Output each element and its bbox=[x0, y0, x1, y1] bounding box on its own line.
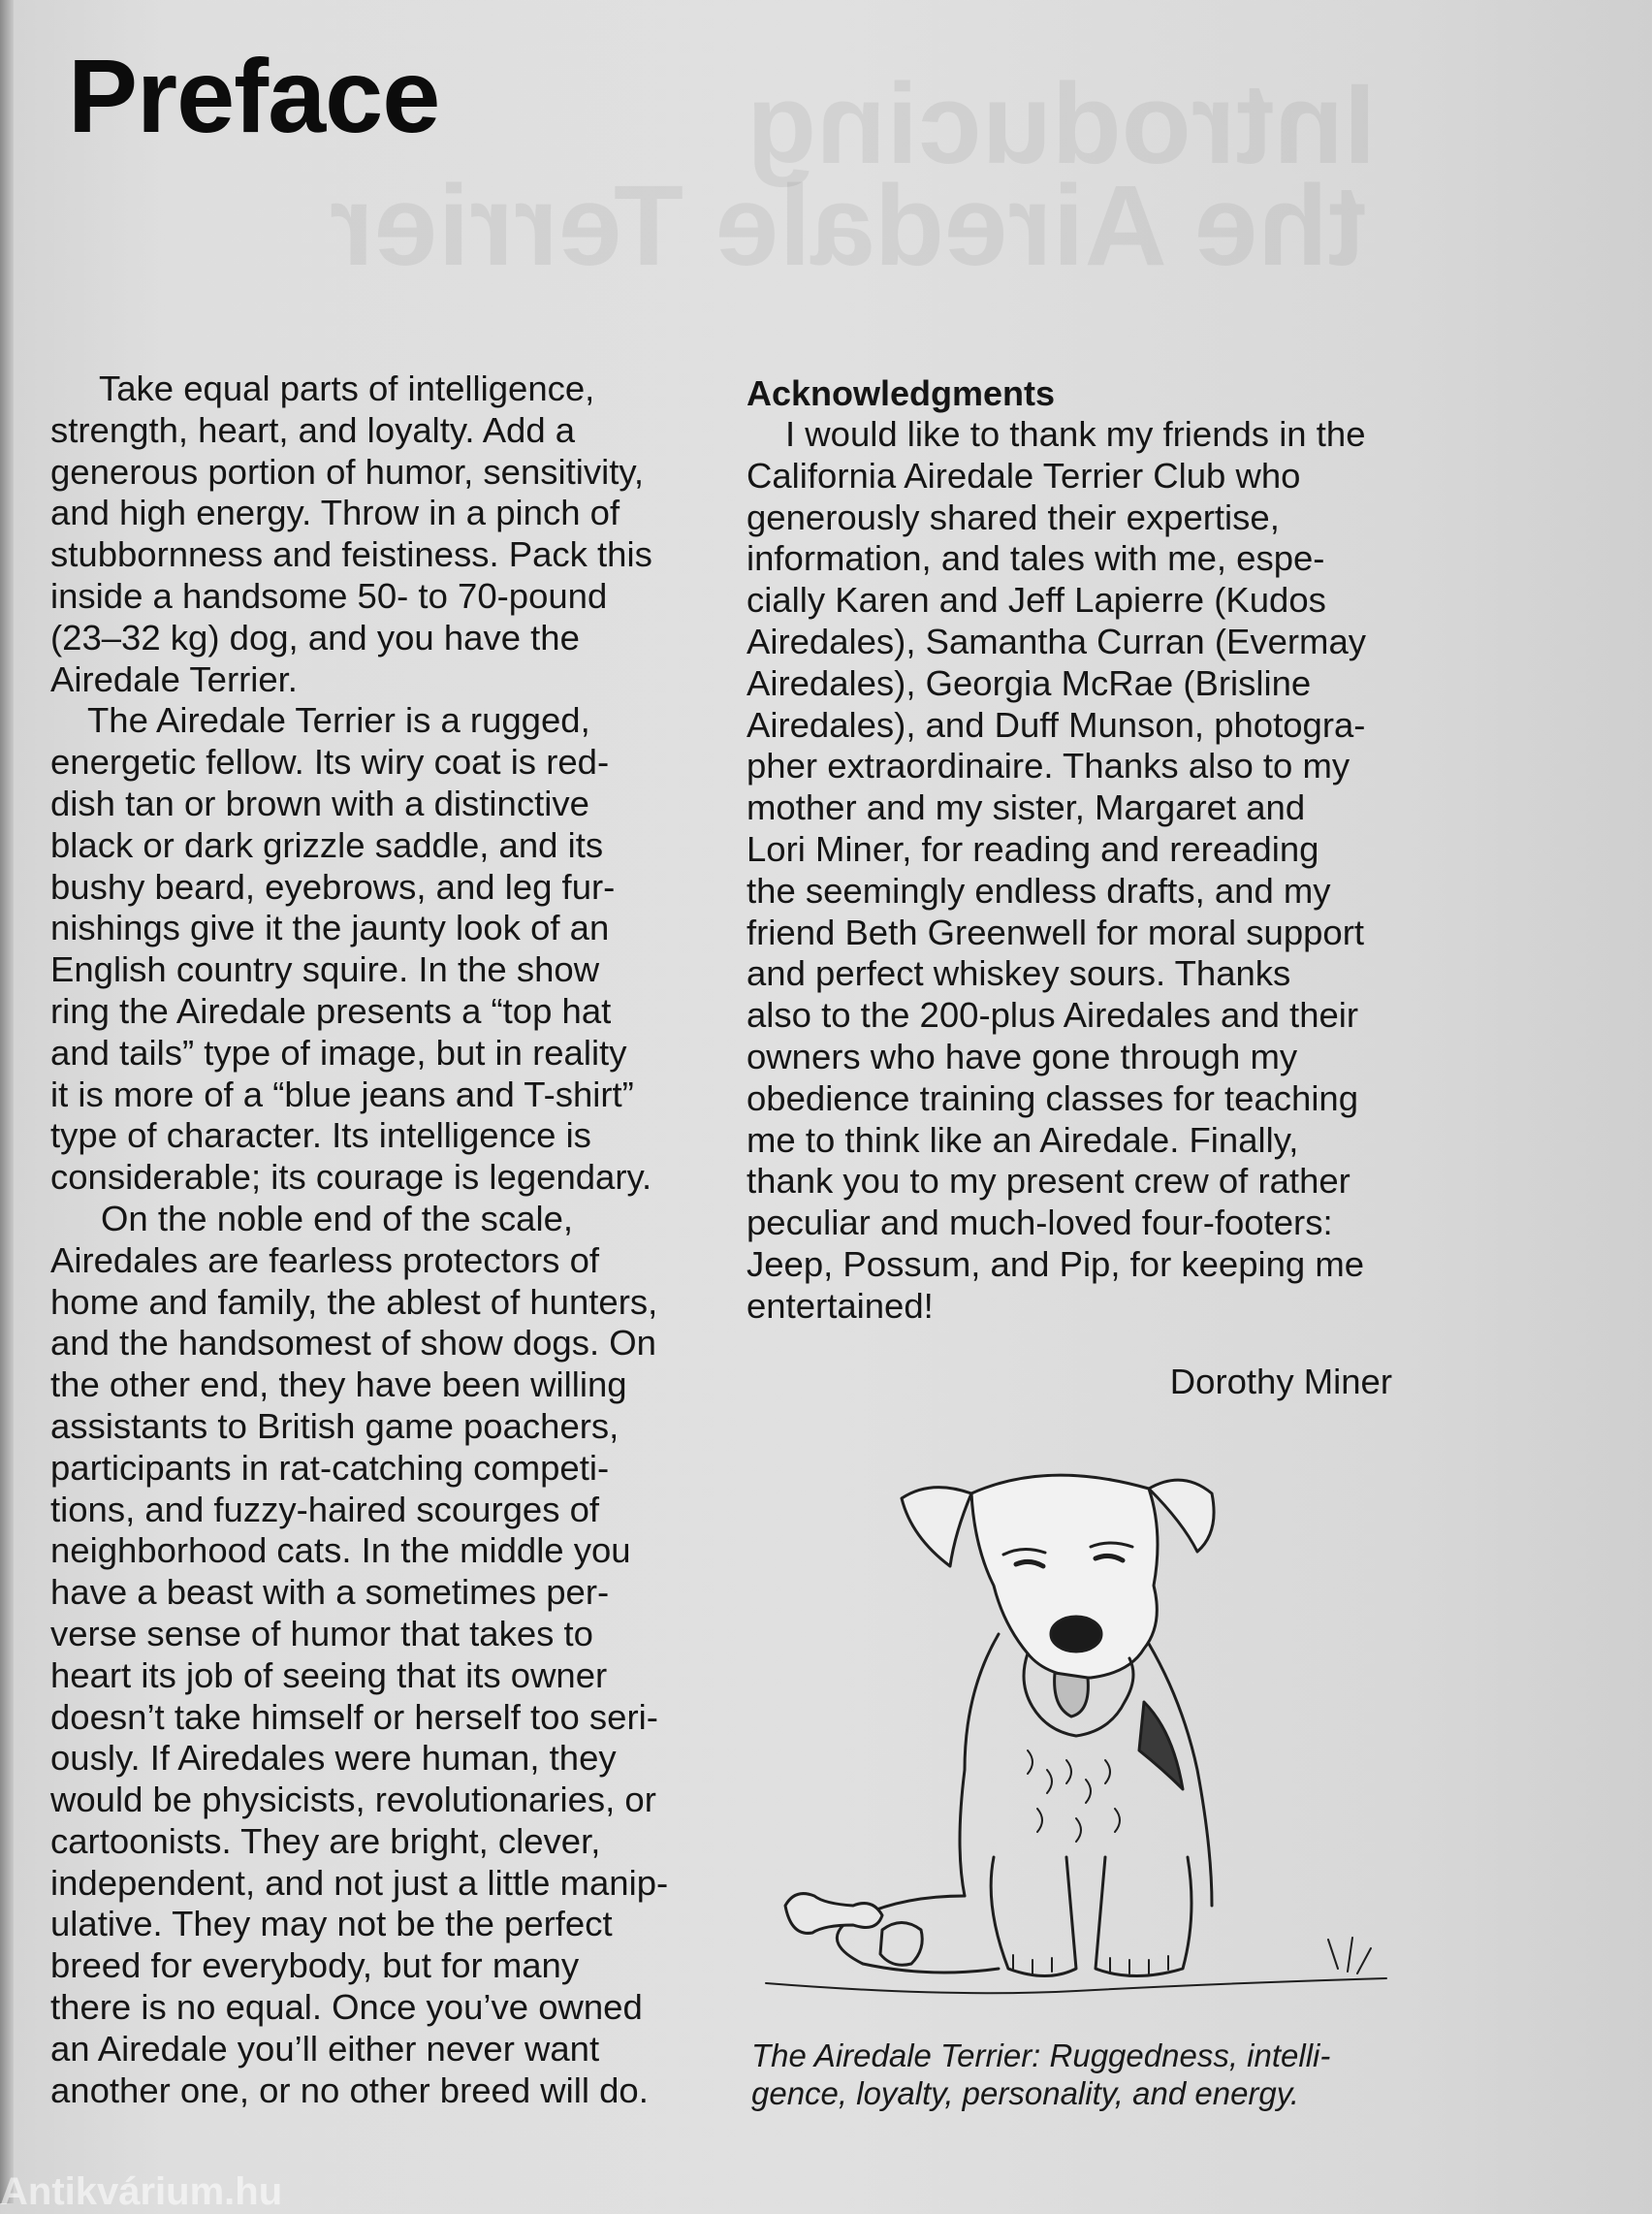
body-line: assistants to British game poachers, bbox=[50, 1405, 620, 1446]
body-line: would be physicists, revolutionaries, or bbox=[50, 1780, 656, 1820]
ack-line: thank you to my present crew of rather bbox=[747, 1161, 1350, 1202]
body-line: black or dark grizzle saddle, and its bbox=[50, 824, 604, 865]
caption-line: The Airedale Terrier: Ruggedness, intelli- bbox=[751, 2038, 1331, 2073]
page-title: Preface bbox=[68, 37, 440, 154]
body-line: tions, and fuzzy-haired scourges of bbox=[50, 1489, 600, 1529]
body-line: breed for everybody, but for many bbox=[50, 1945, 580, 1986]
body-line: Take equal parts of intelligence, bbox=[99, 369, 595, 408]
body-line: English country squire. In the show bbox=[50, 949, 600, 990]
body-line: considerable; its courage is legendary. bbox=[50, 1157, 652, 1198]
body-line: bushy beard, eyebrows, and leg fur- bbox=[50, 866, 616, 907]
ack-line: peculiar and much-loved four-footers: bbox=[747, 1203, 1333, 1243]
ack-line: owners who have gone through my bbox=[747, 1036, 1298, 1076]
author-signature: Dorothy Miner bbox=[1169, 1362, 1392, 1401]
ack-line: also to the 200-plus Airedales and their bbox=[747, 995, 1359, 1036]
ack-line: information, and tales with me, espe- bbox=[747, 538, 1325, 579]
ack-line: obedience training classes for teaching bbox=[747, 1077, 1359, 1118]
body-line: dish tan or brown with a distinctive bbox=[50, 783, 589, 823]
ack-line: entertained! bbox=[747, 1285, 934, 1326]
body-line: strength, heart, and loyalty. Add a bbox=[50, 409, 576, 450]
ack-line: Airedales), and Duff Munson, photogra- bbox=[747, 704, 1366, 745]
body-line: energetic fellow. Its wiry coat is red- bbox=[50, 742, 610, 783]
body-line: On the noble end of the scale, bbox=[101, 1198, 574, 1238]
body-line: verse sense of humor that takes to bbox=[50, 1613, 593, 1653]
body-line: and the handsomest of show dogs. On bbox=[50, 1323, 656, 1364]
body-line: inside a handsome 50- to 70-pound bbox=[50, 575, 608, 616]
ack-line: Jeep, Possum, and Pip, for keeping me bbox=[747, 1243, 1365, 1284]
body-line: home and family, the ablest of hunters, bbox=[50, 1281, 658, 1322]
body-line: ously. If Airedales were human, they bbox=[50, 1738, 617, 1779]
ack-line: California Airedale Terrier Club who bbox=[747, 455, 1301, 496]
ack-line: Airedales), Georgia McRae (Brisline bbox=[747, 662, 1312, 703]
body-line: heart its job of seeing that its owner bbox=[50, 1654, 608, 1695]
body-line: cartoonists. They are bright, clever, bbox=[50, 1820, 601, 1861]
body-line: nishings give it the jaunty look of an bbox=[50, 908, 610, 948]
acknowledgments-section bbox=[747, 373, 1396, 1328]
airedale-dog-illustration bbox=[756, 1440, 1396, 2022]
body-line: generous portion of humor, sensitivity, bbox=[50, 451, 645, 492]
body-line: Airedales are fearless protectors of bbox=[50, 1239, 600, 1280]
page-gutter-shadow bbox=[0, 0, 14, 2203]
body-line: ring the Airedale presents a “top hat bbox=[50, 990, 612, 1031]
body-line: neighborhood cats. In the middle you bbox=[50, 1530, 631, 1571]
body-line: participants in rat-catching competi- bbox=[50, 1447, 610, 1488]
body-line: and tails” type of image, but in reality bbox=[50, 1032, 627, 1073]
body-line: another one, or no other breed will do. bbox=[50, 2070, 649, 2110]
body-line: independent, and not just a little manip- bbox=[50, 1862, 669, 1903]
body-line: stubbornness and feistiness. Pack this bbox=[50, 534, 652, 575]
ack-line: I would like to thank my friends in the bbox=[785, 414, 1366, 454]
ack-line: Airedales), Samantha Curran (Evermay bbox=[747, 621, 1366, 661]
ack-line: cially Karen and Jeff Lapierre (Kudos bbox=[747, 580, 1326, 621]
body-line: have a beast with a sometimes per- bbox=[50, 1572, 610, 1613]
body-line: doesn’t take himself or herself too seri- bbox=[50, 1696, 658, 1737]
body-line: an Airedale you’ll either never want bbox=[50, 2028, 600, 2069]
caption-line: gence, loyalty, personality, and energy. bbox=[751, 2075, 1299, 2111]
body-line: there is no equal. Once you’ve owned bbox=[50, 1987, 643, 2028]
ack-line: mother and my sister, Margaret and bbox=[747, 787, 1306, 828]
figure-caption bbox=[751, 2037, 1411, 2112]
body-line: it is more of a “blue jeans and T-shirt” bbox=[50, 1074, 634, 1114]
bleed-through-text-2: the Airedale Terrier bbox=[330, 162, 1366, 290]
body-line: and high energy. Throw in a pinch of bbox=[50, 493, 620, 533]
ack-line: friend Beth Greenwell for moral support bbox=[747, 912, 1365, 952]
preface-body bbox=[50, 369, 710, 2111]
ack-line: and perfect whiskey sours. Thanks bbox=[747, 953, 1291, 994]
ack-line: generously shared their expertise, bbox=[747, 497, 1280, 537]
body-line: The Airedale Terrier is a rugged, bbox=[87, 700, 590, 741]
ack-line: pher extraordinaire. Thanks also to my bbox=[747, 746, 1350, 786]
body-line: type of character. Its intelligence is bbox=[50, 1115, 591, 1156]
ack-line: the seemingly endless drafts, and my bbox=[747, 870, 1331, 911]
watermark-text: Antikvárium.hu bbox=[0, 2170, 283, 2213]
body-line: the other end, they have been willing bbox=[50, 1364, 627, 1405]
body-line: ulative. They may not be the perfect bbox=[50, 1904, 613, 1944]
ack-line: Lori Miner, for reading and rereading bbox=[747, 828, 1319, 869]
bleed-through-text-1: Introducing bbox=[747, 60, 1376, 188]
body-line: (23–32 kg) dog, and you have the bbox=[50, 617, 580, 658]
ack-line: me to think like an Airedale. Finally, bbox=[747, 1119, 1299, 1160]
acknowledgments-heading: Acknowledgments bbox=[747, 373, 1056, 413]
body-line: Airedale Terrier. bbox=[50, 658, 298, 699]
